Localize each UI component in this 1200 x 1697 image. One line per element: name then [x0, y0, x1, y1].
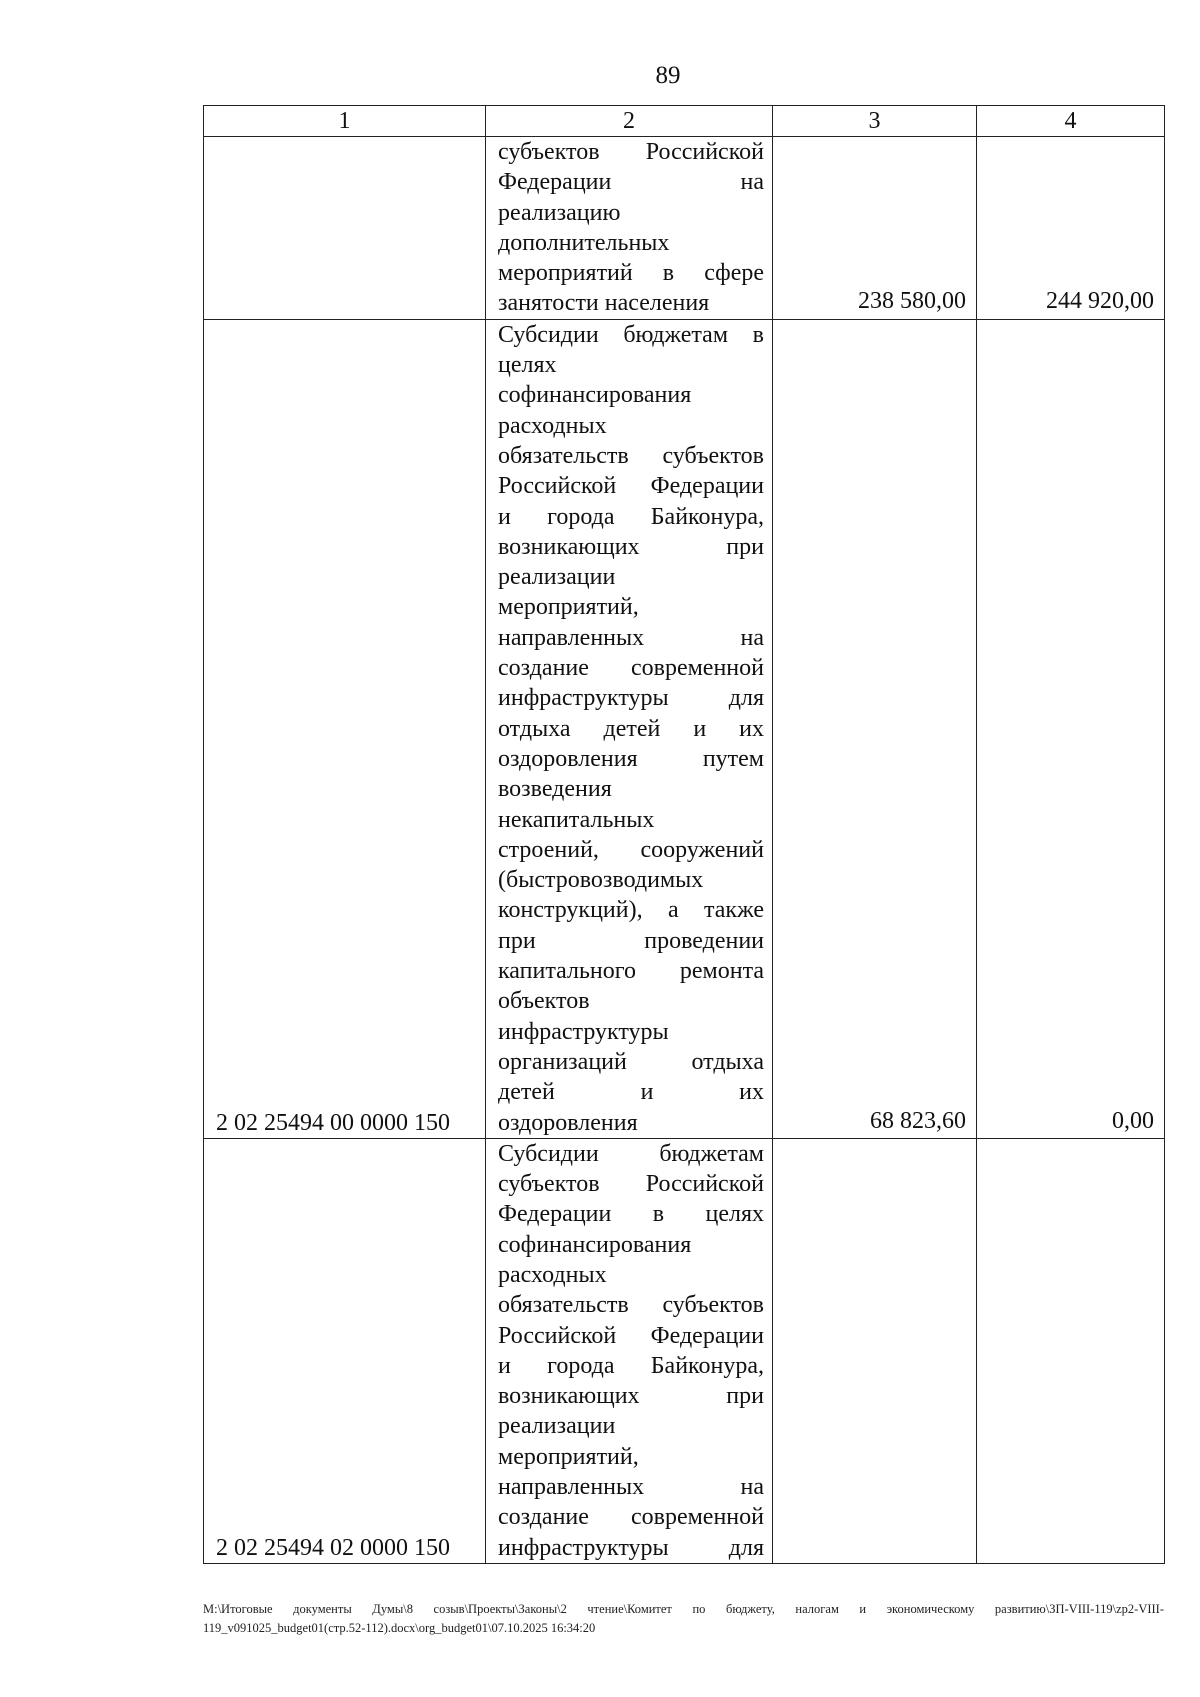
table-row	[204, 137, 1165, 320]
description-line: мероприятий,	[498, 594, 639, 621]
amount-col-3-cell	[773, 1138, 977, 1563]
description-line: возникающих при	[498, 533, 764, 560]
description-line: (быстровозводимых	[498, 867, 704, 894]
description-line: занятости населения	[498, 290, 710, 317]
header-col-2: 2	[486, 106, 773, 137]
description-line: оздоровления	[498, 1109, 638, 1136]
description-line: софинансирования	[498, 1231, 692, 1258]
header-col-3: 3	[773, 106, 977, 137]
description-line: оздоровления путем	[498, 745, 764, 772]
description-line: дополнительных	[498, 229, 670, 256]
description-line: при проведении	[498, 927, 764, 954]
description-line: и города Байконура,	[498, 503, 764, 530]
page-number: 89	[655, 62, 681, 89]
table-header-row	[204, 106, 1165, 137]
description-line: Федерации в целях	[498, 1201, 764, 1228]
description-line: мероприятий в сфере	[498, 260, 764, 287]
budget-code-cell: 2 02 25494 00 0000 150	[204, 319, 486, 1138]
description-line: обязательств субъектов	[498, 1292, 764, 1319]
description-line: возведения	[498, 776, 612, 803]
description-line: направленных на	[498, 1474, 764, 1501]
description-line: строений, сооружений	[498, 836, 764, 863]
footer-line-2: 119_v091025_budget01(стр.52-112).docx\org_budget01\07.10.2025 16:34:20	[203, 1621, 596, 1635]
amount-col-4-cell: 244 920,00	[977, 137, 1165, 320]
description-line: расходных	[498, 1261, 607, 1288]
description-line: субъектов Российской	[498, 139, 764, 165]
description-line: Российской Федерации	[498, 1322, 764, 1349]
description-line: расходных	[498, 412, 607, 439]
footer-line-1: M:\Итоговые документы Думы\8 созыв\Проекты\Законы\2 чтение\Комитет по бюджету, налогам и экономическому развитию\ЗП-VIII-119\zp2-VIII-	[203, 1602, 1164, 1616]
amount-col-4-cell	[977, 1138, 1165, 1563]
description-line: мероприятий,	[498, 1443, 639, 1470]
description-line: Федерации на	[498, 169, 764, 196]
description-line: субъектов Российской	[498, 1171, 764, 1198]
description-line: реализацию	[498, 199, 621, 226]
description-line: организаций отдыха	[498, 1048, 764, 1075]
table-row	[204, 319, 1165, 1138]
description-line: реализации	[498, 564, 616, 591]
description-line: инфраструктуры	[498, 1018, 669, 1045]
description-cell	[486, 137, 773, 320]
description-line: объектов	[498, 988, 590, 1015]
description-line: Субсидии бюджетам	[498, 1140, 764, 1167]
description-cell	[486, 319, 773, 1138]
description-line: инфраструктуры для	[498, 1534, 764, 1561]
budget-code-cell: 2 02 25494 02 0000 150	[204, 1138, 486, 1563]
description-line: возникающих при	[498, 1383, 764, 1410]
description-line: и города Байконура,	[498, 1352, 764, 1379]
description-line: обязательств субъектов	[498, 442, 764, 469]
description-line: капитального ремонта	[498, 958, 764, 985]
description-line: детей и их	[498, 1079, 764, 1106]
description-line: направленных на	[498, 624, 764, 651]
budget-code-cell	[204, 137, 486, 320]
table-row	[204, 1138, 1165, 1563]
description-line: целях	[498, 352, 557, 379]
header-col-4: 4	[977, 106, 1165, 137]
description-line: конструкций), а также	[498, 897, 764, 924]
description-line: софинансирования	[498, 382, 692, 409]
amount-col-3-cell: 238 580,00	[773, 137, 977, 320]
description-line: Субсидии бюджетам в	[498, 321, 764, 348]
description-line: реализации	[498, 1413, 616, 1440]
description-line: Российской Федерации	[498, 473, 764, 500]
amount-col-3-cell: 68 823,60	[773, 319, 977, 1138]
description-line: отдыха детей и их	[498, 715, 764, 742]
description-line: инфраструктуры для	[498, 685, 764, 712]
file-path-footer	[203, 1600, 1164, 1638]
description-line: создание современной	[498, 655, 764, 682]
budget-table	[203, 105, 1165, 1564]
amount-col-4-cell: 0,00	[977, 319, 1165, 1138]
header-col-1: 1	[204, 106, 486, 137]
description-line: создание современной	[498, 1504, 764, 1531]
description-line: некапитальных	[498, 806, 655, 833]
description-cell	[486, 1138, 773, 1563]
